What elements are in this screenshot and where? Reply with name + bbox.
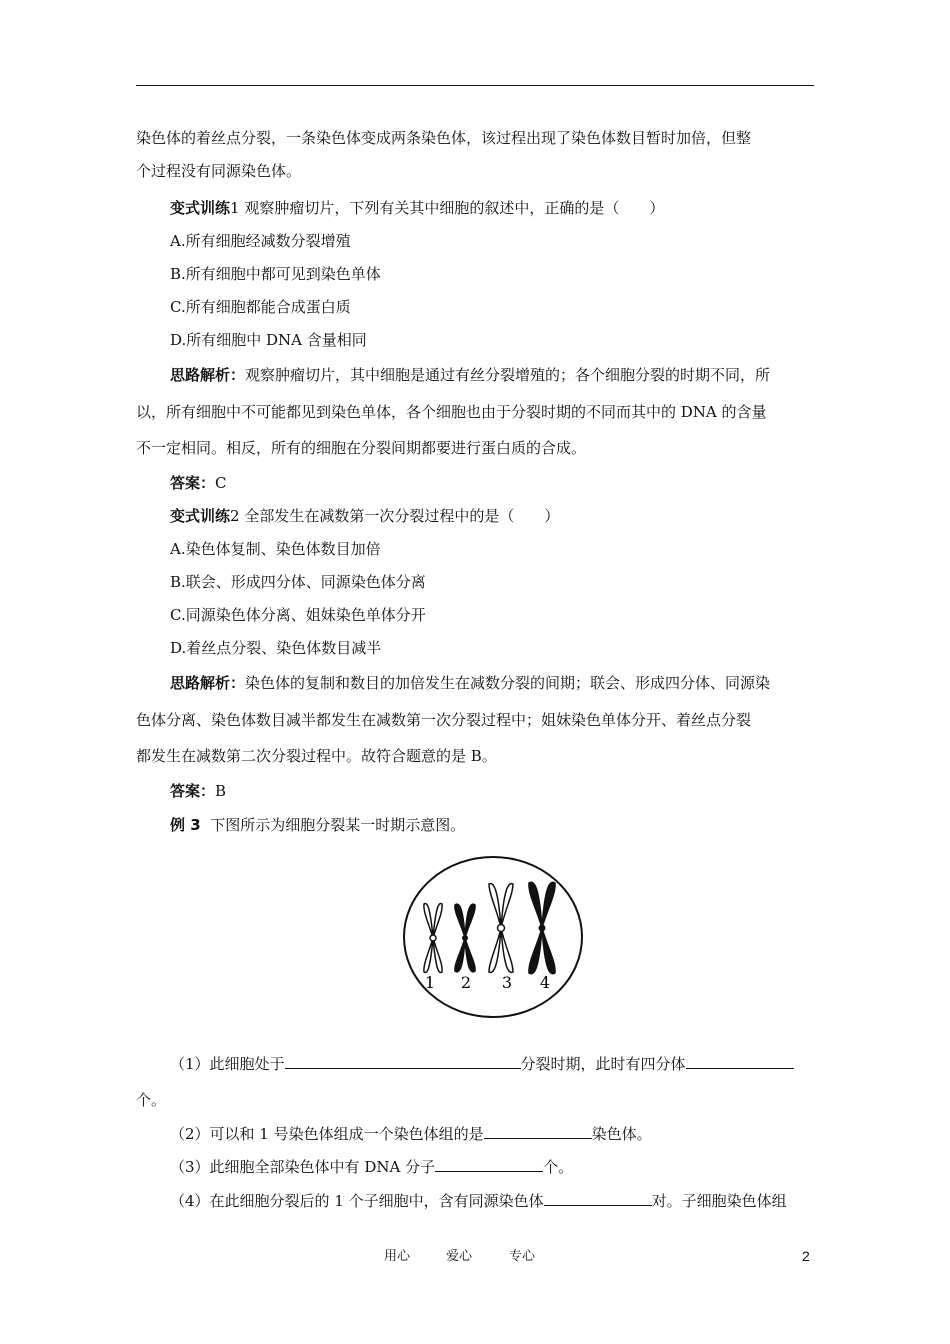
option-b: B.所有细胞中都可见到染色单体 — [170, 265, 381, 283]
analysis-line: 以，所有细胞中不可能都见到染色单体，各个细胞也由于分裂时期的不同而其中的 DNA 的含量 — [136, 403, 767, 421]
answer-label: 答案： — [170, 474, 216, 492]
chromosome-3 — [489, 884, 513, 973]
question-text: 对。子细胞染色体组 — [651, 1192, 787, 1210]
analysis-2-line — [170, 673, 850, 693]
answer-blank[interactable] — [544, 1191, 652, 1206]
question-3 — [170, 1157, 850, 1177]
question-text: 1 观察肿瘤切片，下列有关其中细胞的叙述中，正确的是（ ） — [230, 199, 665, 217]
chromosome-1 — [424, 904, 442, 973]
option-d: D.所有细胞中 DNA 含量相同 — [170, 331, 367, 349]
variant-2-question — [170, 506, 850, 526]
analysis-1-line — [170, 365, 850, 385]
label-3: 3 — [501, 973, 513, 992]
option-c: C.同源染色体分离、姐妹染色单体分开 — [170, 606, 426, 624]
question-text: （2）可以和 1 号染色体组成一个染色体组的是 — [170, 1125, 484, 1143]
analysis-label: 思路解析： — [170, 674, 246, 692]
header-rule — [136, 85, 814, 86]
analysis-text: 观察肿瘤切片，其中细胞是通过有丝分裂增殖的；各个细胞分裂的时期不同，所 — [245, 366, 771, 384]
question-text: 2 全部发生在减数第一次分裂过程中的是（ ） — [230, 507, 560, 525]
cell-division-figure — [400, 853, 586, 1023]
analysis-line: 色体分离、染色体数目减半都发生在减数第一次分裂过程中；姐妹染色单体分开、着丝点分裂 — [136, 711, 752, 729]
option-a: A.所有细胞经减数分裂增殖 — [170, 232, 351, 250]
variant-label: 变式训练 — [170, 507, 231, 525]
question-text: （1）此细胞处于 — [170, 1055, 285, 1073]
footer-word: 爱心 — [446, 1249, 473, 1264]
variant-label: 变式训练 — [170, 199, 231, 217]
analysis-text: 染色体的复制和数目的加倍发生在减数分裂的间期；联会、形成四分体、同源染 — [245, 674, 771, 692]
chromosome-2 — [455, 904, 475, 972]
example-3-heading — [170, 815, 850, 835]
option-b: B.联会、形成四分体、同源染色体分离 — [170, 573, 426, 591]
option-d: D.着丝点分裂、染色体数目减半 — [170, 639, 382, 657]
question-text: 个。 — [543, 1158, 574, 1176]
question-1-cont: 个。 — [136, 1091, 167, 1109]
option-a: A.染色体复制、染色体数目加倍 — [170, 540, 381, 558]
question-text: 染色体。 — [591, 1125, 652, 1143]
answer-label: 答案： — [170, 782, 216, 800]
example-text: 下图所示为细胞分裂某一时期示意图。 — [210, 816, 466, 834]
footer-word: 用心 — [384, 1249, 411, 1264]
label-1: 1 — [424, 973, 436, 992]
paragraph-line: 染色体的着丝点分裂，一条染色体变成两条染色体，该过程出现了染色体数目暂时加倍，但整 — [136, 129, 752, 147]
question-text: （4）在此细胞分裂后的 1 个子细胞中，含有同源染色体 — [170, 1192, 544, 1210]
answer-blank[interactable] — [686, 1054, 794, 1069]
chromosome-4 — [529, 882, 555, 973]
analysis-label: 思路解析： — [170, 366, 246, 384]
answer-blank[interactable] — [285, 1054, 521, 1069]
page-number: 2 — [802, 1248, 810, 1264]
answer-blank[interactable] — [484, 1124, 592, 1139]
question-2 — [170, 1124, 850, 1144]
question-text: （3）此细胞全部染色体中有 DNA 分子 — [170, 1158, 436, 1176]
variant-1-question — [170, 198, 850, 218]
question-text: 分裂时期，此时有四分体 — [520, 1055, 686, 1073]
example-label: 例 3 — [170, 816, 201, 834]
analysis-line: 不一定相同。相反，所有的细胞在分裂间期都要进行蛋白质的合成。 — [136, 439, 587, 457]
answer-value: C — [215, 474, 227, 492]
paragraph-line: 个过程没有同源染色体。 — [136, 162, 302, 180]
analysis-line: 都发生在减数第二次分裂过程中。故符合题意的是 B。 — [136, 747, 497, 765]
answer-2 — [170, 781, 850, 801]
footer-word: 专心 — [509, 1249, 536, 1264]
question-1 — [170, 1054, 850, 1074]
question-4 — [170, 1191, 850, 1211]
answer-value: B — [215, 782, 227, 800]
label-4: 4 — [539, 973, 551, 992]
option-c: C.所有细胞都能合成蛋白质 — [170, 298, 351, 316]
answer-1 — [170, 473, 850, 493]
answer-blank[interactable] — [435, 1157, 543, 1172]
label-2: 2 — [460, 973, 472, 992]
